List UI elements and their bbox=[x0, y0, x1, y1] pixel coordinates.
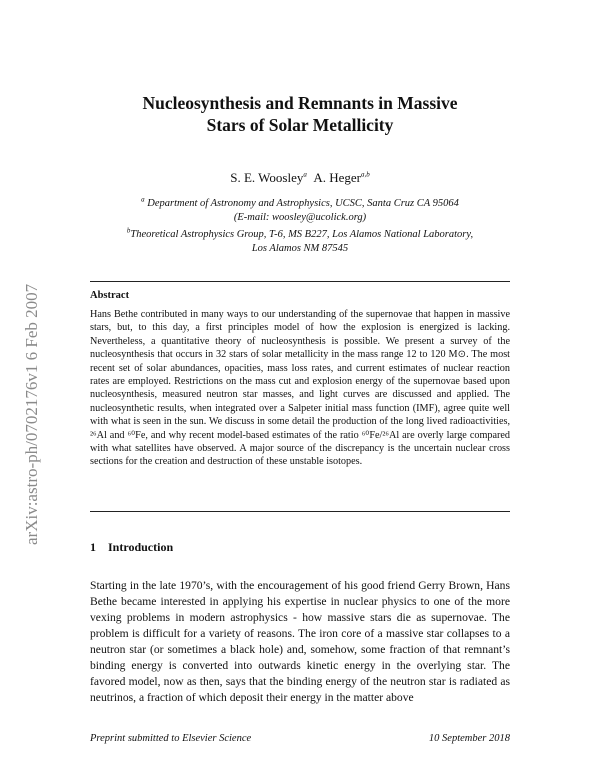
affiliation-b-line1: Theoretical Astrophysics Group, T-6, MS B227, Los Alamos National Laboratory, bbox=[130, 229, 474, 240]
title-line-2: Stars of Solar Metallicity bbox=[206, 115, 394, 135]
author-heger: A. Heger bbox=[313, 170, 361, 185]
introduction-paragraph: Starting in the late 1970’s, with the encouragement of his good friend Gerry Brown, Hans Bethe became interested in applying his expertise in nuclear physics to one of the more vexing problems in modern astrophysics - how massive stars die as supernovae. The problem is difficult for a variety of reasons. The iron core of a massive star collapses to a neutron star (or sometimes a black hole) and, somehow, some fraction of that remnant’s binding energy is converted into outwards kinetic energy in the overlying star. The favored model, now as then, says that the binding energy of the neutron star is radiated as neutrinos, a fraction of which deposit their energy in the matter above bbox=[90, 579, 510, 704]
affiliation-b-line2: Los Alamos NM 87545 bbox=[251, 243, 349, 254]
author-heger-affil-mark: a,b bbox=[361, 170, 370, 179]
affiliation-a-mark: a bbox=[141, 195, 145, 204]
affiliation-a-line1: Department of Astronomy and Astrophysics, UCSC, Santa Cruz CA 95064 bbox=[147, 198, 459, 209]
section-heading-introduction bbox=[90, 540, 185, 555]
arxiv-identifier: arXiv:astro-ph/0702176v1 6 Feb 2007 bbox=[22, 283, 41, 545]
affiliation-b bbox=[90, 228, 510, 256]
title-line-1: Nucleosynthesis and Remnants in Massive bbox=[142, 93, 458, 113]
author-list bbox=[90, 170, 510, 186]
abstract-heading: Abstract bbox=[90, 290, 130, 301]
footer-preprint-note: Preprint submitted to Elsevier Science bbox=[90, 733, 252, 744]
abstract-top-rule bbox=[90, 281, 510, 282]
paper-title bbox=[90, 92, 510, 136]
author-woosley: S. E. Woosley bbox=[230, 170, 304, 185]
section-number: 1 bbox=[90, 540, 96, 554]
affiliation-b-mark: b bbox=[126, 226, 131, 235]
affiliation-a bbox=[90, 197, 510, 225]
abstract-bottom-rule bbox=[90, 511, 510, 512]
author-woosley-affil-mark: a bbox=[303, 170, 307, 179]
section-title: Introduction bbox=[108, 540, 174, 554]
footer-date: 10 September 2018 bbox=[428, 733, 510, 744]
affiliation-a-email: (E-mail: woosley@ucolick.org) bbox=[233, 212, 367, 223]
abstract-body: Hans Bethe contributed in many ways to our understanding of the supernovae that happen in massive stars, but, to this day, a first principles model of how the explosion is energized is lacking. Nevertheless, a quantitative theory of nucleosynthesis is possible. We present a survey of the nucleosynthesis that occurs in 32 stars of solar metallicity in the mass range 12 to 120 M⊙. The most recent set of solar abundances, opacities, mass loss rates, and current estimates of nuclear reaction rates are employed. Restrictions on the mass cut and explosion energy of the supernovae based upon nucleosynthesis, measured neutron star masses, and light curves are discussed and applied. The nucleosynthetic results, when integrated over a Salpeter initial mass function (IMF), agree quite well with what is seen in the sun. We discuss in some detail the production of the long lived radioactivities, ²⁶Al and ⁶⁰Fe, and why recent model-based estimates of the ratio ⁶⁰Fe/²⁶Al are overly large compared with what satellites have observed. A major source of the discrepancy is the uncertain nuclear cross sections for the creation and destruction of these unstable isotopes. bbox=[90, 309, 510, 468]
